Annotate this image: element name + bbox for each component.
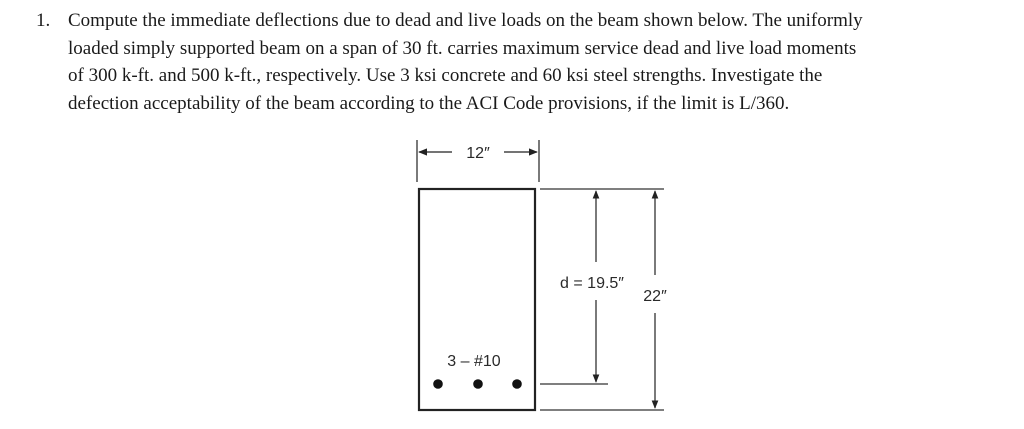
rebar-dot-right: [512, 379, 522, 389]
total-depth-label: 22″: [643, 288, 667, 305]
problem-number: 1.: [36, 10, 51, 31]
rebar-dot-middle: [473, 379, 483, 389]
problem-line: of 300 k-ft. and 500 k-ft., respectively. Use 3 ksi concrete and 60 ksi steel strengths. Investigate the: [68, 65, 823, 86]
problem-line: defection acceptability of the beam according to the ACI Code provisions, if the limit is L/360.: [68, 92, 790, 114]
width-label: 12″: [466, 145, 490, 162]
rebar-dot-left: [433, 379, 443, 389]
beam-section-outline: [419, 189, 535, 410]
problem-line: loaded simply supported beam on a span of 30 ft. carries maximum service dead and live load moments: [68, 37, 857, 59]
rebar-label: 3 – #10: [447, 353, 501, 370]
effective-depth-label: d = 19.5″: [560, 275, 624, 292]
problem-line: Compute the immediate deflections due to dead and live loads on the beam shown below. The uniformly: [68, 10, 863, 31]
